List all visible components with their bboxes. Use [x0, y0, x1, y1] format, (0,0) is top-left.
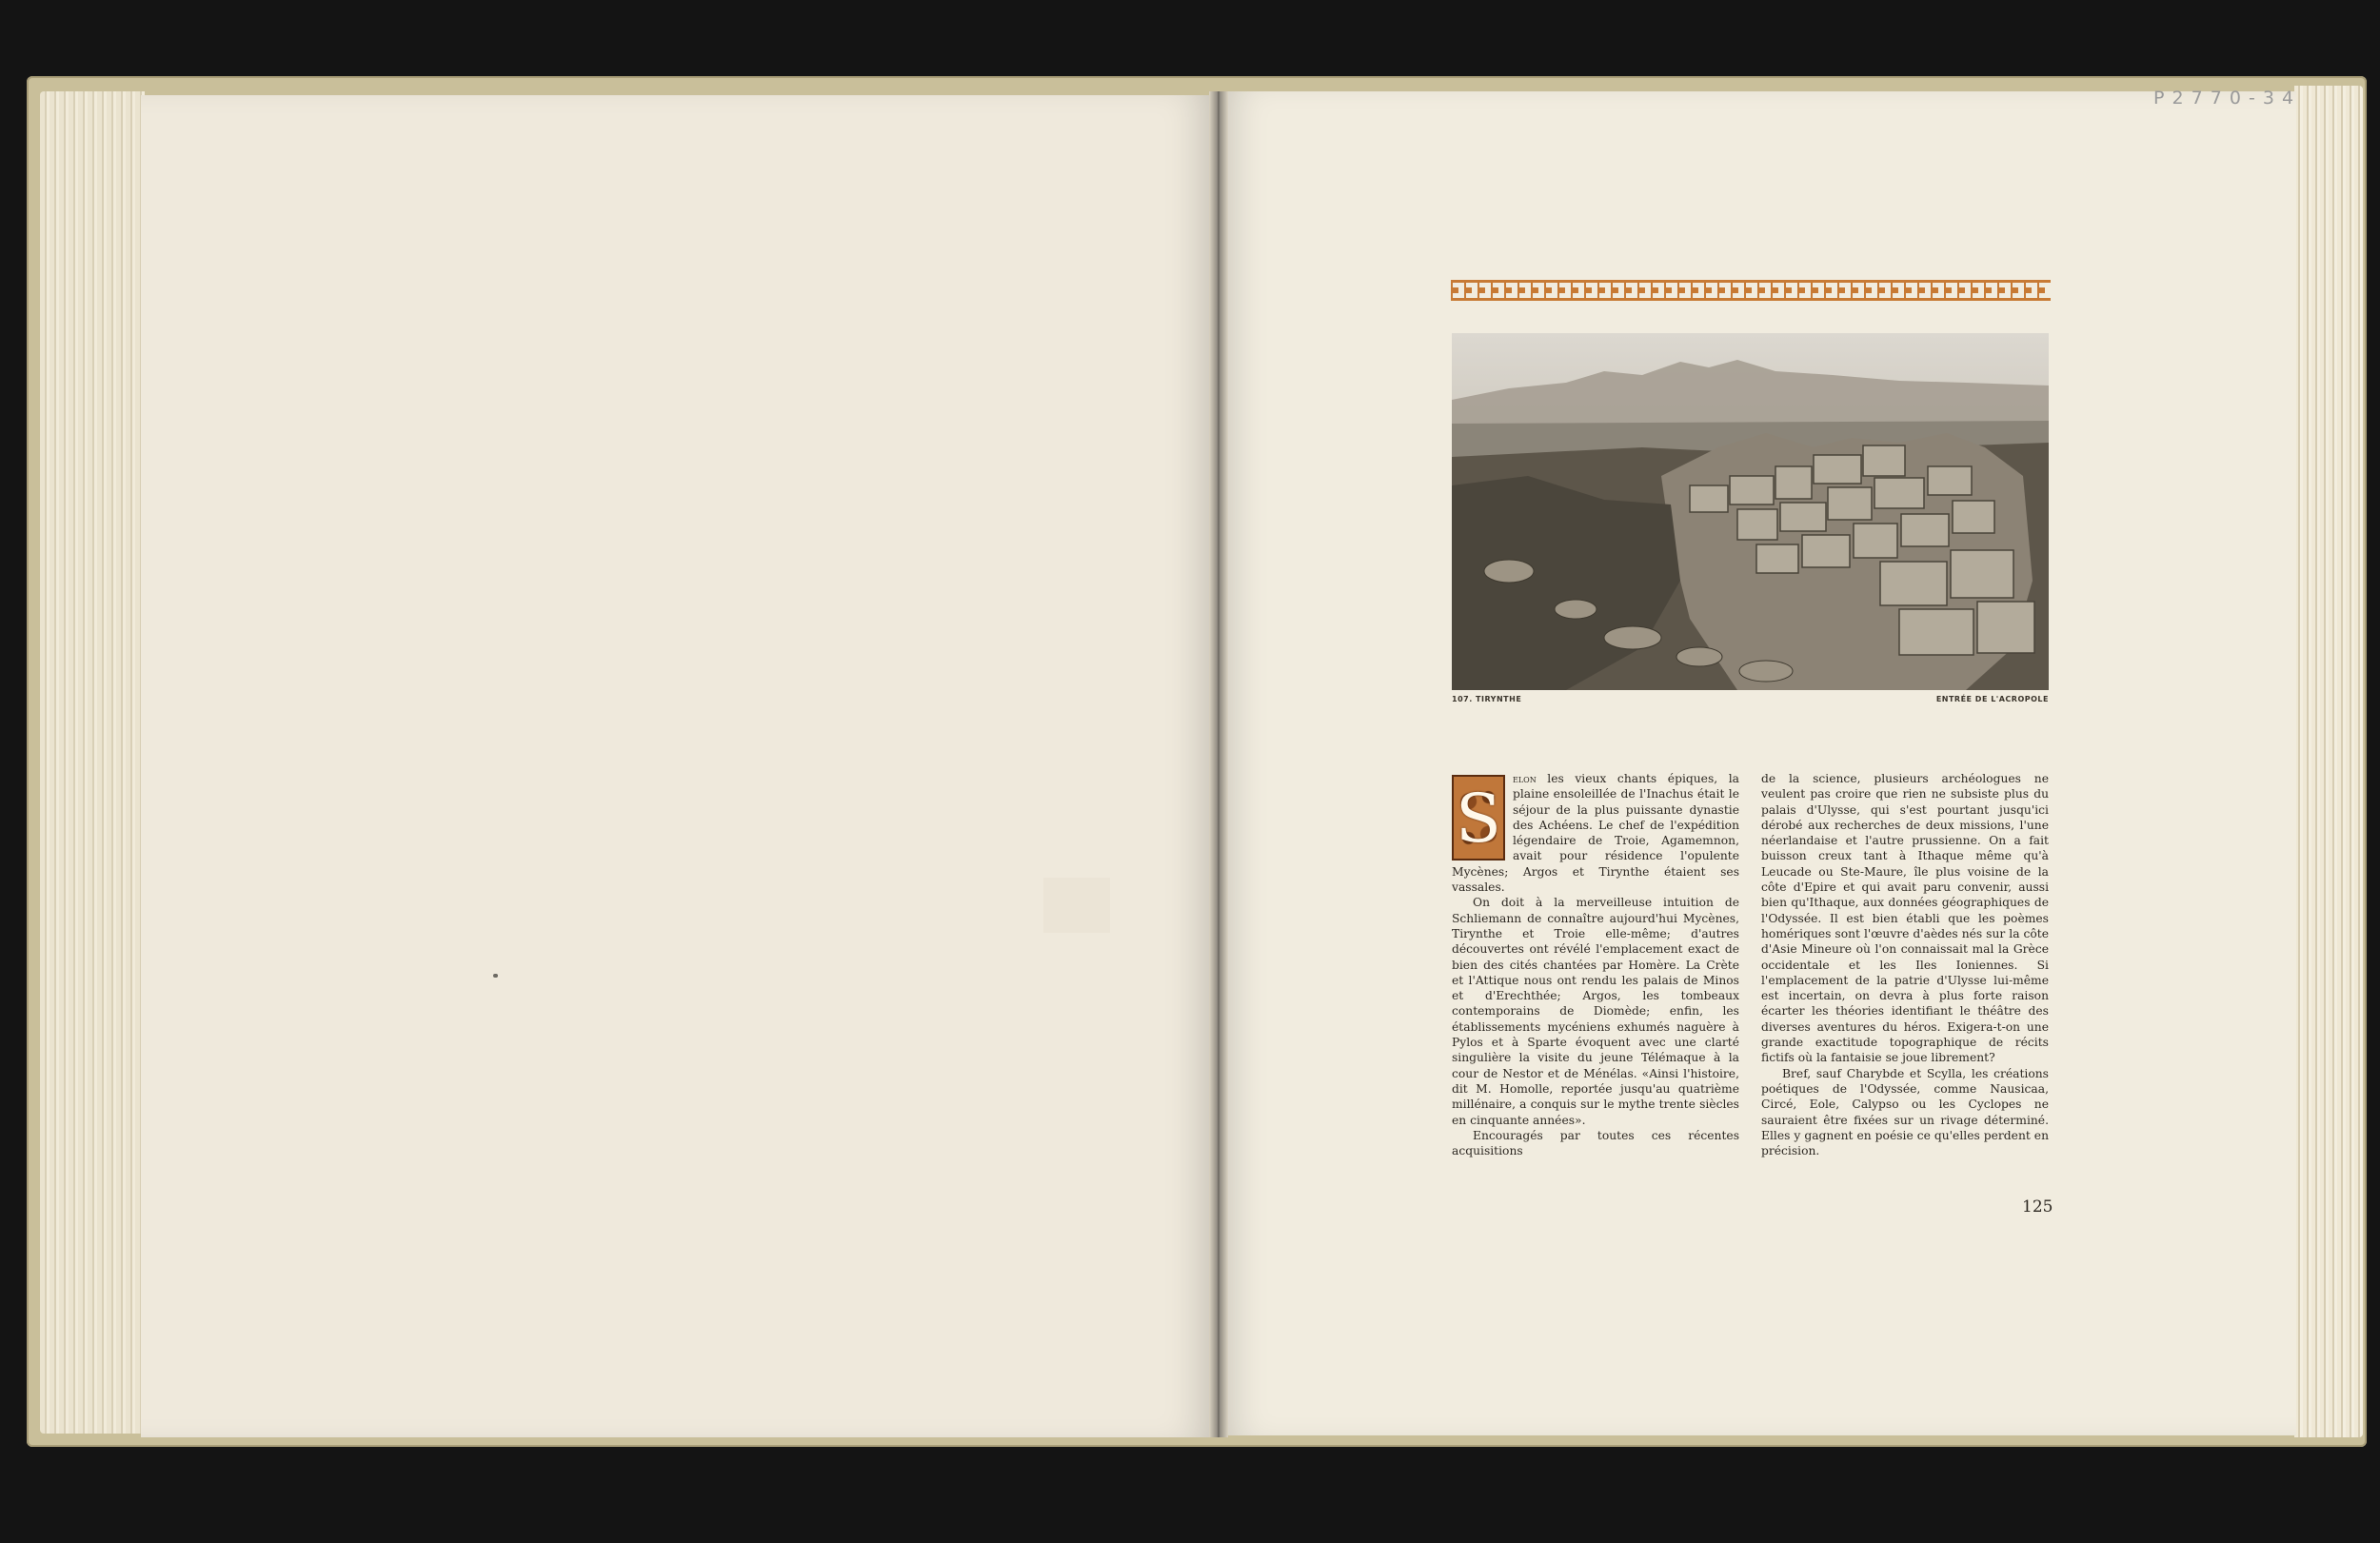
- ruins-landscape-illustration: [1452, 333, 2049, 690]
- paragraph: de la science, plusieurs archéologues ne veulent pas croire que rien ne subsiste plus du palais d'Ulysse, qui s'est pourtant jusqu'ici dérobé aux recherches de deux missions, l'une néerlandaise et l'autre prussienne. On a fait buisson creux tant à Ithaque même qu'à Leucade ou Ste-Maure, île plus voisine de la côte d'Epire et qui avait paru convenir, aussi bien qu'Ithaque, aux données géographiques de l'Odyssée. Il est bien établi que les poèmes homériques sont l'œuvre d'aèdes nés sur la côte d'Asie Mineure où l'on connaissait mal la Grèce occidentale et les Iles Ioniennes. Si l'emplacement de la patrie d'Ulysse lui-même est incertain, on devra à plus forte raison écarter les théories identifiant le théâtre des diverses aventures du héros. Exigera-t-on une grande exactitude topographique de récits fictifs où la fantaisie se joue librement?: [1761, 772, 2049, 1065]
- paragraph: Encouragés par toutes ces récentes acquisitions: [1452, 1128, 1739, 1158]
- figure-caption-title: ENTRÉE DE L'ACROPOLE: [1935, 695, 2049, 703]
- page-edges-left: [40, 91, 145, 1434]
- first-word-smallcaps: elon: [1513, 772, 1537, 785]
- figure-caption-number: 107. TIRYNTHE: [1452, 695, 1522, 703]
- text-column-left: [1452, 771, 1739, 1158]
- book-gutter: [1209, 91, 1228, 1437]
- paragraph: On doit à la merveilleuse intuition de Schliemann de connaître aujourd'hui Mycènes, Tirynthe et Troie elle-même; d'autres découvertes ont révélé l'emplacement exact de bien des cités chantées par Homère. La Crète et l'Attique nous ont rendu les palais de Minos et d'Erechthée; Argos, les tombeaux contemporains de Diomède; enfin, les établissements mycéniens exhumés naguère à Pylos et à Sparte évoquent avec une clarté singulière la visite du jeune Télémaque à la cour de Nestor et de Ménélas. «Ainsi l'histoire, dit M. Homolle, reportée jusqu'au quatrième millénaire, a conquis sur le mythe trente siècles en cinquante années».: [1452, 896, 1739, 1127]
- page-number: 125: [2022, 1197, 2053, 1217]
- ink-speck: [493, 974, 498, 978]
- paragraph: [1452, 771, 1739, 895]
- drop-cap-letter: S: [1456, 780, 1501, 858]
- shelfmark-pencil: P 2 7 7 0 - 3 4: [2153, 88, 2295, 109]
- left-page: [141, 95, 1212, 1437]
- plate-photograph: [1452, 333, 2049, 690]
- paragraph-text: les vieux chants épiques, la plaine ensoleillée de l'Inachus était le séjour de la plus puissante dynastie des Achéens. Le chef de l'expédition légendaire de Troie, Agamemnon, avait pour résidence l'opulente Mycènes; Argos et Tirynthe étaient ses vassales.: [1452, 772, 1739, 895]
- page-edges-right: [2294, 86, 2363, 1437]
- text-column-right: [1761, 771, 2049, 1158]
- drop-cap-ornament: [1452, 775, 1505, 861]
- greek-key-ornament: [1451, 280, 2051, 301]
- show-through-ornament: [1043, 878, 1110, 933]
- paragraph: Bref, sauf Charybde et Scylla, les créations poétiques de l'Odyssée, comme Nausicaa, Circé, Eole, Calypso ou les Cyclopes ne sauraient être fixées sur un rivage déterminé. Elles y gagnent en poésie ce qu'elles perdent en précision.: [1761, 1066, 2049, 1158]
